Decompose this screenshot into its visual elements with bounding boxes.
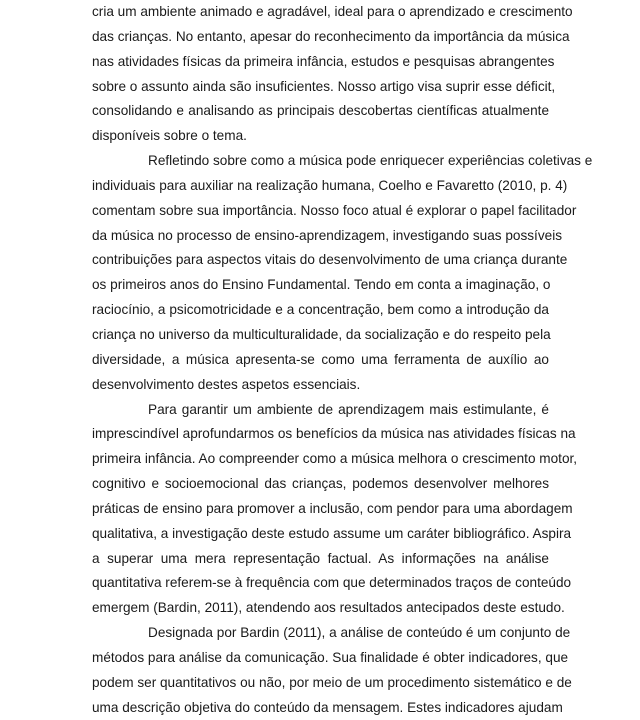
text-line: raciocínio, a psicomotricidade e a concentração, bem como a introdução da xyxy=(92,302,549,318)
text-line: desenvolvimento destes aspetos essenciais. xyxy=(92,376,361,392)
text-line: a superar uma mera representação factual. As informações na análise xyxy=(92,550,549,566)
text-line: os primeiros anos do Ensino Fundamental. Tendo em conta a imaginação, o xyxy=(92,277,551,293)
text-line: podem ser quantitativos ou não, por meio de um procedimento sistemático e de xyxy=(92,674,572,690)
text-line: nas atividades físicas da primeira infância, estudos e pesquisas abrangentes xyxy=(92,53,555,69)
text-line: das crianças. No entanto, apesar do reconhecimento da importância da música xyxy=(92,28,570,44)
text-line: métodos para análise da comunicação. Sua finalidade é obter indicadores, que xyxy=(92,649,569,665)
paragraph xyxy=(92,149,593,397)
text-line: da música no processo de ensino-aprendizagem, investigando suas possíveis xyxy=(92,227,563,243)
text-line: uma descrição objetiva do conteúdo da mensagem. Estes indicadores ajudam xyxy=(92,699,563,715)
text-line: quantitativa referem-se à frequência com que determinados traços de conteúdo xyxy=(92,575,572,591)
text-line: sobre o assunto ainda são insuficientes. Nosso artigo visa suprir esse déficit, xyxy=(92,78,556,94)
text-line: práticas de ensino para promover a inclusão, com pendor para uma abordagem xyxy=(92,500,573,516)
text-line: imprescindível aprofundarmos os benefícios da música nas atividades físicas na xyxy=(92,426,576,442)
text-line: Designada por Bardin (2011), a análise de conteúdo é um conjunto de xyxy=(148,625,571,641)
text-line: individuais para auxiliar na realização humana, Coelho e Favaretto (2010, p. 4) xyxy=(92,177,568,193)
text-line: cria um ambiente animado e agradável, ideal para o aprendizado e crescimento xyxy=(92,4,573,19)
paragraph xyxy=(92,621,572,720)
text-line: Para garantir um ambiente de aprendizagem mais estimulante, é xyxy=(148,401,549,417)
text-line: consolidando e analisando as principais descobertas científicas atualmente xyxy=(92,103,549,119)
text-line: criança no universo da multiculturalidade, da socialização e do respeito pela xyxy=(92,326,551,342)
text-line: primeira infância. Ao compreender como a música melhora o crescimento motor, xyxy=(92,451,578,467)
text-line: cognitivo e socioemocional das crianças, podemos desenvolver melhores xyxy=(92,476,549,492)
text-line: qualitativa, a investigação deste estudo assume um caráter bibliográfico. Aspira xyxy=(92,525,572,541)
text-line: diversidade, a música apresenta-se como uma ferramenta de auxílio ao xyxy=(92,351,549,367)
document-body xyxy=(92,0,593,720)
text-line: comentam sobre sua importância. Nosso foco atual é explorar o papel facilitador xyxy=(92,202,577,218)
text-line: contribuições para aspectos vitais do desenvolvimento de uma criança durante xyxy=(92,252,568,268)
text-line: Refletindo sobre como a música pode enriquecer experiências coletivas e xyxy=(148,153,593,169)
text-line: disponíveis sobre o tema. xyxy=(92,128,247,144)
paragraph xyxy=(92,0,573,149)
paragraph xyxy=(92,398,578,622)
text-line: emergem (Bardin, 2011), atendendo aos resultados antecipados deste estudo. xyxy=(92,600,565,616)
